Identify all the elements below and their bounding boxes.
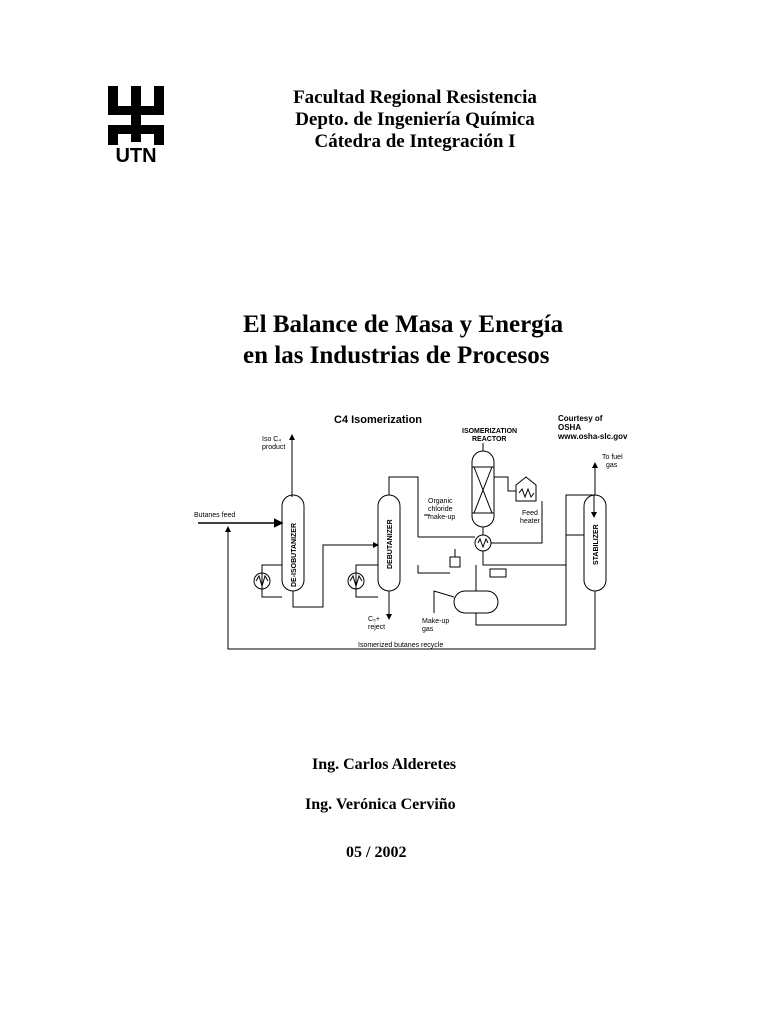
label-makeup-gas-1: Make-up bbox=[422, 618, 450, 625]
label-c5-reject-2: reject bbox=[368, 624, 386, 631]
courtesy-line-1: Courtesy of bbox=[558, 414, 603, 423]
label-stabilizer: STABILIZER bbox=[593, 524, 600, 565]
feed-effluent-exchanger bbox=[475, 535, 491, 551]
label-feed-heater-1: Feed bbox=[522, 510, 538, 517]
diagram-title: C4 Isomerization bbox=[334, 414, 423, 426]
separator-drum bbox=[454, 591, 498, 613]
label-deisobutanizer: DE-ISOBUTANIZER bbox=[291, 522, 298, 587]
title-line-2: en las Industrias de Procesos bbox=[243, 342, 550, 369]
label-recycle: Isomerized butanes recycle bbox=[358, 642, 444, 649]
feed-heater bbox=[516, 477, 536, 501]
courtesy-line-2: OSHA bbox=[558, 423, 582, 432]
makeup-valve bbox=[450, 557, 460, 567]
utn-logo-text: UTN bbox=[115, 145, 157, 164]
label-organic-3: make-up bbox=[428, 514, 456, 521]
header-line-department: Depto. de Ingeniería Química bbox=[295, 109, 535, 130]
label-iso-product-2: product bbox=[262, 444, 286, 451]
label-feed-heater-2: heater bbox=[520, 518, 540, 525]
label-c5-reject-1: C₅+ bbox=[368, 616, 380, 623]
label-to-fuel-1: To fuel bbox=[602, 454, 623, 461]
courtesy-line-3: www.osha-slc.gov bbox=[558, 432, 628, 441]
header-line-chair: Cátedra de Integración I bbox=[314, 131, 516, 152]
author-2: Ing. Verónica Cerviño bbox=[305, 796, 456, 813]
document-date: 05 / 2002 bbox=[346, 844, 407, 861]
author-1: Ing. Carlos Alderetes bbox=[312, 756, 457, 773]
process-flow-diagram bbox=[186, 405, 646, 667]
label-organic-2: chloride bbox=[428, 506, 453, 513]
label-reactor-1: ISOMERIZATION bbox=[462, 428, 518, 435]
institution-header bbox=[250, 87, 580, 153]
recycle-compressor bbox=[490, 569, 506, 577]
label-butanes-feed: Butanes feed bbox=[194, 512, 236, 519]
label-makeup-gas-2: gas bbox=[422, 626, 434, 633]
header-line-faculty: Facultad Regional Resistencia bbox=[293, 87, 537, 108]
label-to-fuel-2: gas bbox=[606, 462, 618, 469]
c4-isomerization-diagram bbox=[186, 405, 646, 667]
label-debutanizer: DEBUTANIZER bbox=[387, 519, 394, 569]
label-organic-1: Organic bbox=[428, 498, 453, 505]
title-line-1: El Balance de Masa y Energía bbox=[243, 311, 564, 338]
label-iso-product-1: Iso C₄ bbox=[262, 436, 282, 443]
label-reactor-2: REACTOR bbox=[472, 436, 507, 443]
utn-logo bbox=[104, 84, 168, 164]
document-title bbox=[243, 309, 663, 371]
utn-logo-icon bbox=[104, 84, 168, 164]
